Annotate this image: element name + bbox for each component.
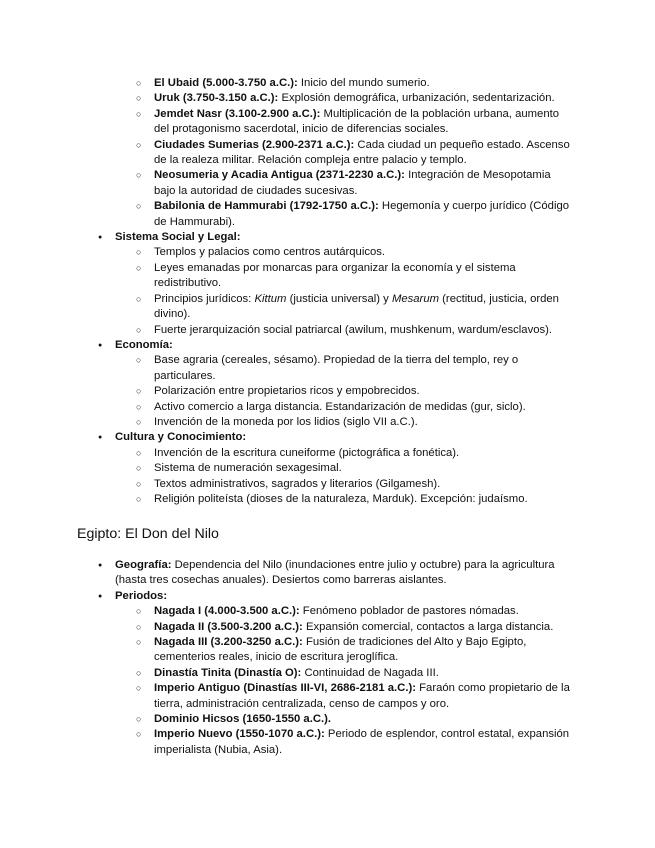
- list-item: ○ Religión politeísta (dioses de la naturaleza, Marduk). Excepción: judaísmo.: [154, 492, 575, 507]
- list-item: ○ Fuerte jerarquización social patriarcal (awilum, mushkenum, wardum/esclavos).: [154, 323, 575, 338]
- list-item: ○ Templos y palacios como centros autárquicos.: [154, 245, 575, 260]
- period-item: ○ Jemdet Nasr (3.100-2.900 a.C.): Multiplicación de la población urbana, aumento del protagonismo sacerdotal, inicio de diferencias sociales.: [154, 107, 575, 138]
- egypt-heading: Egipto: El Don del Nilo: [77, 526, 219, 542]
- period-item: ○ Dinastía Tinita (Dinastía O): Continuidad de Nagada III.: [154, 666, 575, 681]
- geography-item: ● Geografía: Dependencia del Nilo (inundaciones entre julio y octubre) para la agricultura (hasta tres cosechas anuales). Desiertos como barreras aislantes.: [115, 558, 575, 589]
- period-item: ○ Nagada III (3.200-3250 a.C.): Fusión de tradiciones del Alto y Bajo Egipto, cementerios reales, inicio de escritura jeroglífica.: [154, 635, 575, 666]
- mesopotamia-list: [0, 76, 575, 507]
- social-sublist: [115, 245, 575, 337]
- period-item: ○ Nagada II (3.500-3.200 a.C.): Expansión comercial, contactos a larga distancia.: [154, 620, 575, 635]
- period-item: ○ Ciudades Sumerias (2.900-2371 a.C.): Cada ciudad un pequeño estado. Ascenso de la realeza militar. Relación compleja entre palacio y templo.: [154, 138, 575, 169]
- list-item: ○ Leyes emanadas por monarcas para organizar la economía y el sistema redistributivo.: [154, 261, 575, 292]
- mesopotamia-section: [0, 76, 575, 507]
- period-item: ○ Neosumeria y Acadia Antigua (2371-2230 a.C.): Integración de Mesopotamia bajo la autoridad de ciudades sucesivas.: [154, 168, 575, 199]
- list-item: ○ Activo comercio a larga distancia. Estandarización de medidas (gur, siclo).: [154, 400, 575, 415]
- period-item: ○ Babilonia de Hammurabi (1792-1750 a.C.): Hegemonía y cuerpo jurídico (Código de Hammurabi).: [154, 199, 575, 230]
- egypt-periods-sublist: [115, 604, 575, 758]
- periods-item: ● Periodos: ○ Nagada I (4.000-3.500 a.C.): Fenómeno poblador de pastores nómadas. ○ Nagada II (3.500-3.200 a.C.): Expansión comercial, contactos a larga distancia. ○ Nagada III (3.200-3250 a.C.): Fusión de tradiciones del Alto y Bajo Egipto, cementerios reales, inicio de escritura jeroglífica. ○ Dinastía Tinita (Dinastía O): Continuidad de Nagada III. ○ Imperio Antiguo (Dinastías III-VI, 2686-2181 a.C.): Faraón como propietario de la tierra, administración centralizada, censo de campos y oro. ○ Dominio Hicsos (1650-1550 a.C.). ○ Imperio Nuevo (1550-1070 a.C.): Periodo de esplendor, control estatal, expansión imperialista (Nubia, Asia).: [115, 589, 575, 758]
- list-item: ○ Invención de la moneda por los lidios (siglo VII a.C.).: [154, 415, 575, 430]
- list-item: ○ Textos administrativos, sagrados y literarios (Gilgamesh).: [154, 477, 575, 492]
- list-item: ○ Sistema de numeración sexagesimal.: [154, 461, 575, 476]
- social-legal-item: ● Sistema Social y Legal: ○ Templos y palacios como centros autárquicos. ○ Leyes emanadas por monarcas para organizar la economía y el sistema redistributivo. ○ Principios jurídicos: Kittum (justicia universal) y Mesarum (rectitud, justicia, orden divino). ○ Fuerte jerarquización social patriarcal (awilum, mushkenum, wardum/esclavos).: [115, 230, 575, 338]
- list-item: ○ Invención de la escritura cuneiforme (pictográfica a fonética).: [154, 446, 575, 461]
- period-item: ○ El Ubaid (5.000-3.750 a.C.): Inicio del mundo sumerio.: [154, 76, 575, 91]
- list-item: ○ Principios jurídicos: Kittum (justicia universal) y Mesarum (rectitud, justicia, orden divino).: [154, 292, 575, 323]
- period-item: ○ Dominio Hicsos (1650-1550 a.C.).: [154, 712, 575, 727]
- egypt-section: [0, 558, 575, 758]
- egypt-list: [0, 558, 575, 758]
- periods-sublist: [115, 76, 575, 230]
- economy-sublist: [115, 353, 575, 430]
- periods-continuation: [115, 76, 575, 230]
- economy-item: ● Economía: ○ Base agraria (cereales, sésamo). Propiedad de la tierra del templo, rey o particulares. ○ Polarización entre propietarios ricos y empobrecidos. ○ Activo comercio a larga distancia. Estandarización de medidas (gur, siclo). ○ Invención de la moneda por los lidios (siglo VII a.C.).: [115, 338, 575, 430]
- culture-item: ● Cultura y Conocimiento: ○ Invención de la escritura cuneiforme (pictográfica a fonética). ○ Sistema de numeración sexagesimal. ○ Textos administrativos, sagrados y literarios (Gilgamesh). ○ Religión politeísta (dioses de la naturaleza, Marduk). Excepción: judaísmo.: [115, 430, 575, 507]
- list-item: ○ Polarización entre propietarios ricos y empobrecidos.: [154, 384, 575, 399]
- period-item: ○ Imperio Nuevo (1550-1070 a.C.): Periodo de esplendor, control estatal, expansión imperialista (Nubia, Asia).: [154, 727, 575, 758]
- period-item: ○ Uruk (3.750-3.150 a.C.): Explosión demográfica, urbanización, sedentarización.: [154, 91, 575, 106]
- period-item: ○ Nagada I (4.000-3.500 a.C.): Fenómeno poblador de pastores nómadas.: [154, 604, 575, 619]
- period-item: ○ Imperio Antiguo (Dinastías III-VI, 2686-2181 a.C.): Faraón como propietario de la tierra, administración centralizada, censo de campos y oro.: [154, 681, 575, 712]
- culture-sublist: [115, 446, 575, 508]
- list-item: ○ Base agraria (cereales, sésamo). Propiedad de la tierra del templo, rey o particulares.: [154, 353, 575, 384]
